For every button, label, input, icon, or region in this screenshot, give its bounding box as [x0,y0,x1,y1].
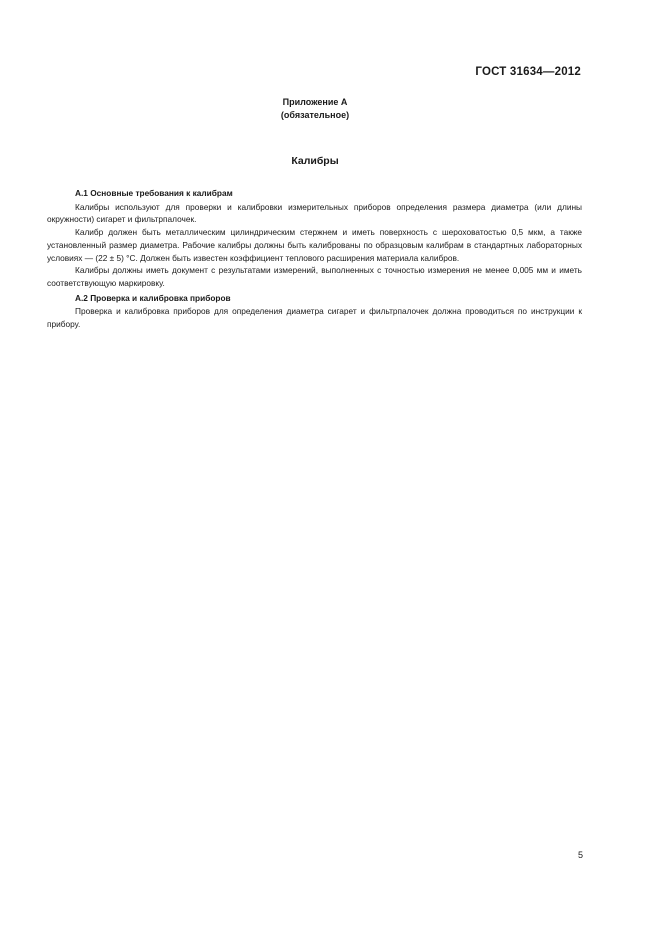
page-number: 5 [577,850,583,860]
appendix-status: (обязательное) [280,110,350,120]
section-heading-a1: А.1 Основные требования к калибрам [75,188,233,198]
paragraph: Калибры используют для проверки и калибровки измерительных приборов определения размера диаметра (или длины окружности) сигарет и фильтрпалочек. [47,201,582,225]
standard-number: ГОСТ 31634—2012 [475,66,581,78]
document-body [47,187,582,331]
paragraph: Калибр должен быть металлическим цилиндрическим стержнем и иметь поверхность с шероховатостью 0,5 мкм, а также установленный размер диаметра. Рабочие калибры должны быть калиброваны по образцовым калибрам в стандартных лабораторных условиях — (22 ± 5) °С. Должен быть известен коэффициент теплового расширения материала калибров. [47,227,582,263]
section-heading-a2: А.2 Проверка и калибровка приборов [75,292,231,303]
page-title: Калибры [291,155,339,167]
appendix-label: Приложение А [282,97,348,107]
paragraph: Проверка и калибровка приборов для определения диаметра сигарет и фильтрпалочек должна проводиться по инструкции к прибору. [47,306,582,330]
paragraph: Калибры должны иметь документ с результатами измерений, выполненных с точностью измерения не менее 0,005 мм и иметь соответствующую маркировку. [47,265,582,288]
appendix-heading [0,96,630,122]
